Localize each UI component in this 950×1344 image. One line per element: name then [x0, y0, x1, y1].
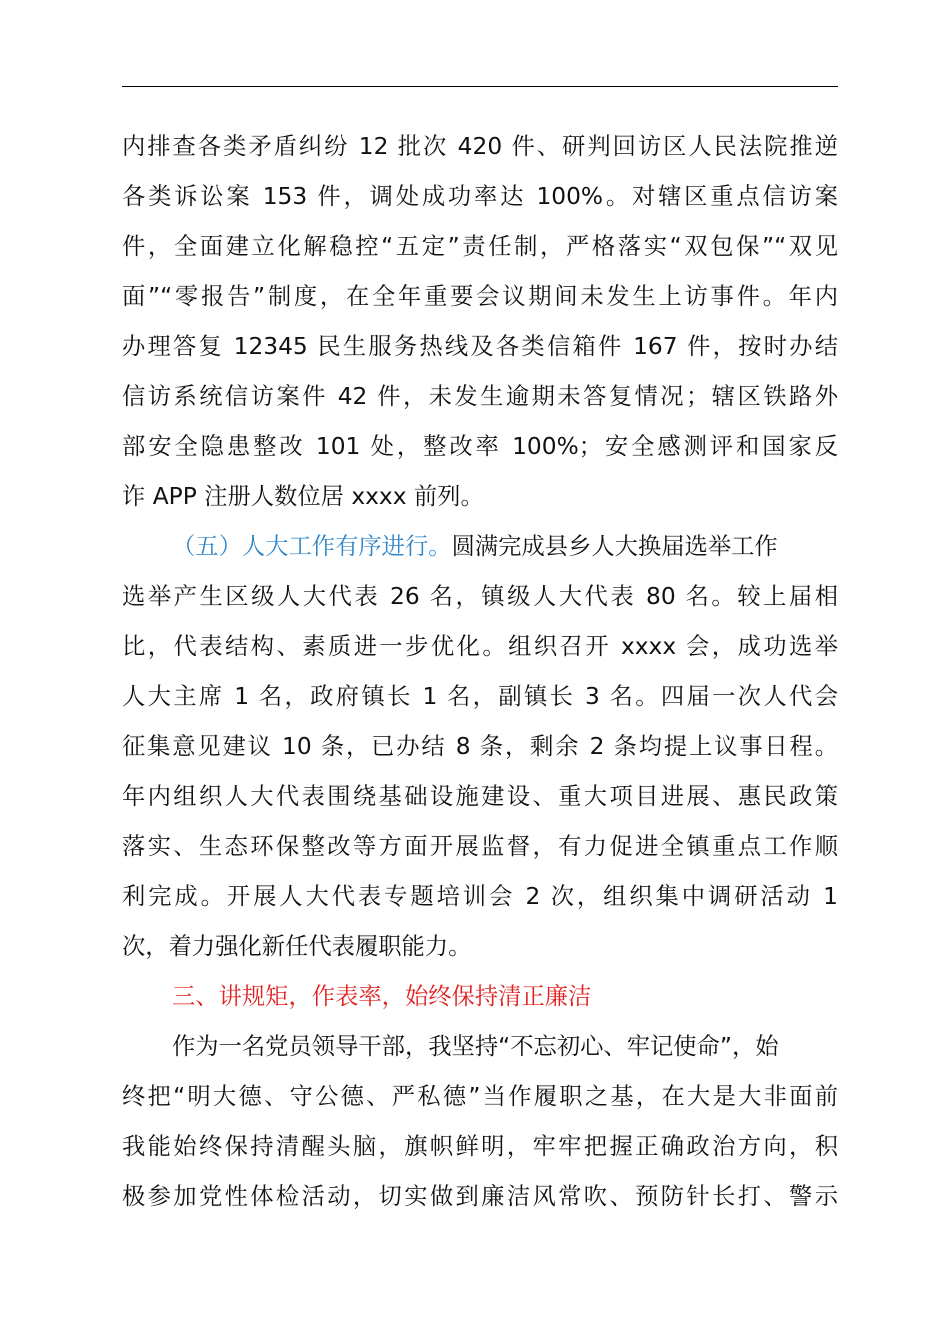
- text-line: 诈 APP 注册人数位居 xxxx 前列。: [122, 483, 484, 510]
- document-body: [122, 122, 838, 1222]
- subheading-renda: （五）人大工作有序进行。: [172, 533, 452, 560]
- text-line: 各类诉讼案 153 件，调处成功率达 100%。对辖区重点信访案: [122, 183, 838, 210]
- text-line: [122, 522, 838, 572]
- text-span: 圆满完成县乡人大换届选举工作: [451, 533, 778, 560]
- paragraph-2: [122, 522, 838, 972]
- text-line: 办理答复 12345 民生服务热线及各类信箱件 167 件，按时办结: [122, 333, 838, 360]
- text-line: 选举产生区级人大代表 26 名，镇级人大代表 80 名。较上届相: [122, 583, 838, 610]
- header-rule: [122, 86, 838, 87]
- text-line: 终把“明大德、守公德、严私德”当作履职之基，在大是大非面前: [122, 1083, 838, 1110]
- text-line: 作为一名党员领导干部，我坚持“不忘初心、牢记使命”，始: [172, 1033, 779, 1060]
- text-line: 人大主席 1 名，政府镇长 1 名，副镇长 3 名。四届一次人代会: [122, 683, 838, 710]
- text-line: 部安全隐患整改 101 处，整改率 100%；安全感测评和国家反: [122, 433, 838, 460]
- paragraph-1: [122, 122, 838, 522]
- text-line: 利完成。开展人大代表专题培训会 2 次，组织集中调研活动 1: [122, 883, 838, 910]
- text-line: 征集意见建议 10 条，已办结 8 条，剩余 2 条均提上议事日程。: [122, 733, 838, 760]
- paragraph-3: [122, 1022, 838, 1222]
- text-line: 次，着力强化新任代表履职能力。: [122, 933, 472, 960]
- section-heading-3: 三、讲规矩，作表率，始终保持清正廉洁: [172, 983, 592, 1010]
- text-line: 信访系统信访案件 42 件，未发生逾期未答复情况；辖区铁路外: [122, 383, 838, 410]
- text-line: 内排查各类矛盾纠纷 12 批次 420 件、研判回访区人民法院推逆: [122, 133, 838, 160]
- text-line: 面”“零报告”制度，在全年重要会议期间未发生上访事件。年内: [122, 283, 838, 310]
- text-line: 年内组织人大代表围绕基础设施建设、重大项目进展、惠民政策: [122, 783, 838, 810]
- text-line: 极参加党性体检活动，切实做到廉洁风常吹、预防针长打、警示: [122, 1183, 838, 1210]
- text-line: 我能始终保持清醒头脑，旗帜鲜明，牢牢把握正确政治方向，积: [122, 1133, 838, 1160]
- text-line: 落实、生态环保整改等方面开展监督，有力促进全镇重点工作顺: [122, 833, 838, 860]
- text-line: 比，代表结构、素质进一步优化。组织召开 xxxx 会，成功选举: [122, 633, 838, 660]
- text-line: 件，全面建立化解稳控“五定”责任制，严格落实“双包保”“双见: [122, 233, 838, 260]
